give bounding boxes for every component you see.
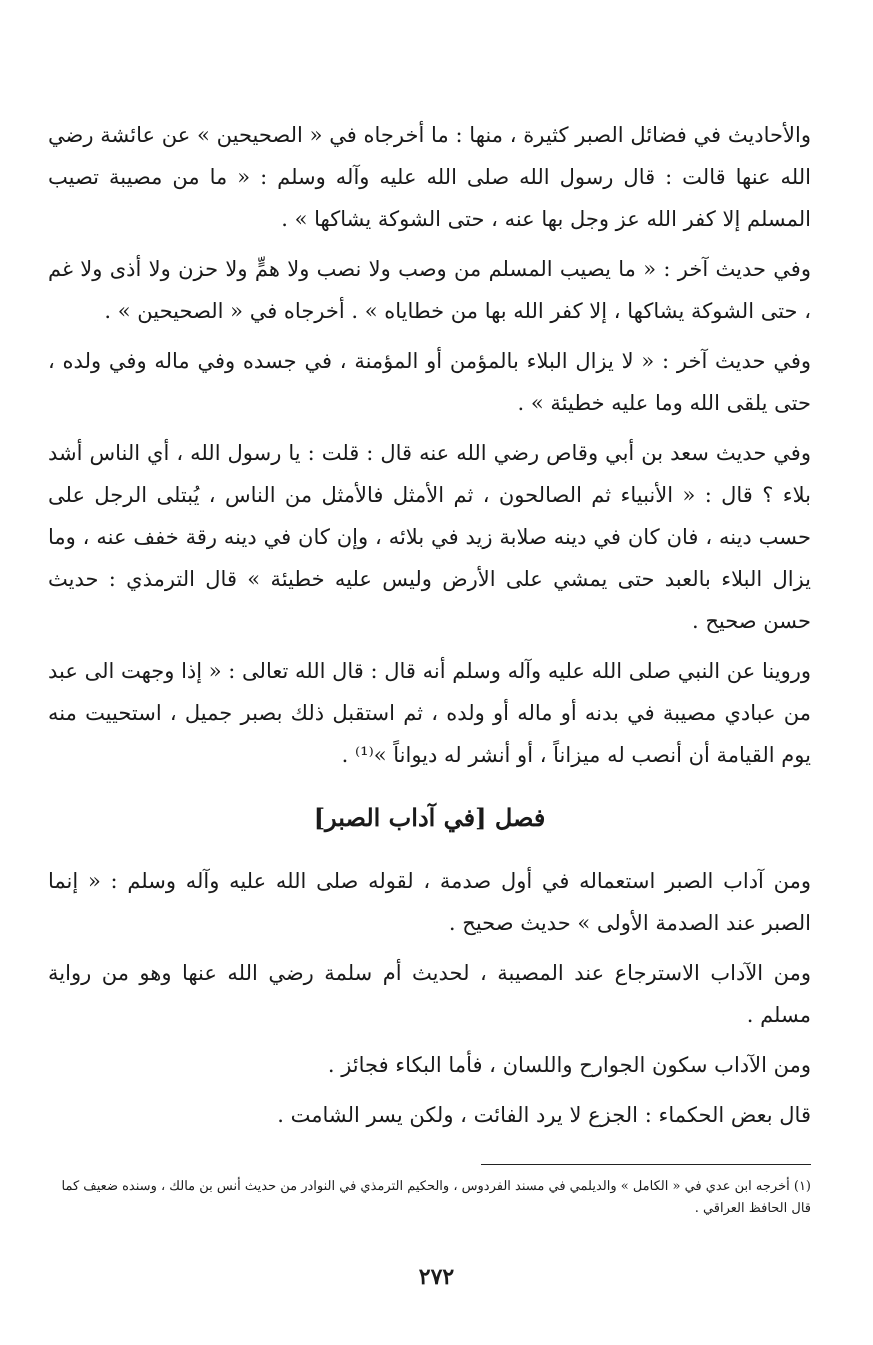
paragraph-9: قال بعض الحكماء : الجزع لا يرد الفائت ، ولكن يسر الشامت .: [277, 1103, 811, 1127]
paragraph-3: وفي حديث آخر : « لا يزال البلاء بالمؤمن أو المؤمنة ، في جسده وفي ماله وفي ولده ، حتى يلقى الله وما عليه خطيئة » .: [48, 349, 811, 415]
paragraph-1: والأحاديث في فضائل الصبر كثيرة ، منها : ما أخرجاه في « الصحيحين » عن عائشة رضي الله عنها قالت : قال رسول الله صلى الله عليه وآله وسلم : « ما من مصيبة تصيب المسلم إلا كفر الله عز وجل بها عنه ، حتى الشوكة يشاكها » .: [48, 123, 811, 231]
page-number: ٢٧٢: [418, 1264, 455, 1290]
footnote-divider: [481, 1164, 811, 1165]
paragraph-8: ومن الآداب سكون الجوارح واللسان ، فأما البكاء فجائز .: [327, 1053, 811, 1077]
paragraph-6: ومن آداب الصبر استعماله في أول صدمة ، لقوله صلى الله عليه وآله وسلم : « إنما الصبر عند الصدمة الأولى » حديث صحيح .: [48, 869, 811, 935]
section-heading: فصل [في آداب الصبر]: [313, 803, 546, 832]
main-text: [48, 114, 811, 1144]
footnote: (١) أخرجه ابن عدي في « الكامل » والديلمي في مسند الفردوس ، والحكيم الترمذي في النوادر من حديث أنس بن مالك ، وسنده ضعيف كما قال الحافظ العراقي .: [61, 1179, 811, 1216]
paragraph-4: وفي حديث سعد بن أبي وقاص رضي الله عنه قال : قلت : يا رسول الله ، أي الناس أشد بلاء ؟ قال : « الأنبياء ثم الصالحون ، ثم الأمثل فالأمثل من الناس ، يُبتلى الرجل على حسب دينه ، فان كان في دينه صلابة زيد في بلائه ، وإن كان في دينه رقة خفف عنه ، وما يزال البلاء بالعبد حتى يمشي على الأرض وليس عليه خطيئة » قال الترمذي : حديث حسن صحيح .: [48, 441, 811, 633]
paragraph-7: ومن الآداب الاسترجاع عند المصيبة ، لحديث أم سلمة رضي الله عنها وهو من رواية مسلم .: [48, 961, 811, 1027]
paragraph-5: وروينا عن النبي صلى الله عليه وآله وسلم أنه قال : قال الله تعالى : « إذا وجهت الى عبد من عبادي مصيبة في بدنه أو ماله أو ولده ، ثم استقبل ذلك بصبر جميل ، استحييت منه يوم القيامة أن أنصب له ميزاناً ، أو أنشر له ديواناً »⁽¹⁾ .: [48, 659, 811, 767]
paragraph-2: وفي حديث آخر : « ما يصيب المسلم من وصب ولا نصب ولا همٍّ ولا حزن ولا أذى ولا غم ، حتى الشوكة يشاكها ، إلا كفر الله بها من خطاياه » . أخرجاه في « الصحيحين » .: [48, 257, 811, 323]
